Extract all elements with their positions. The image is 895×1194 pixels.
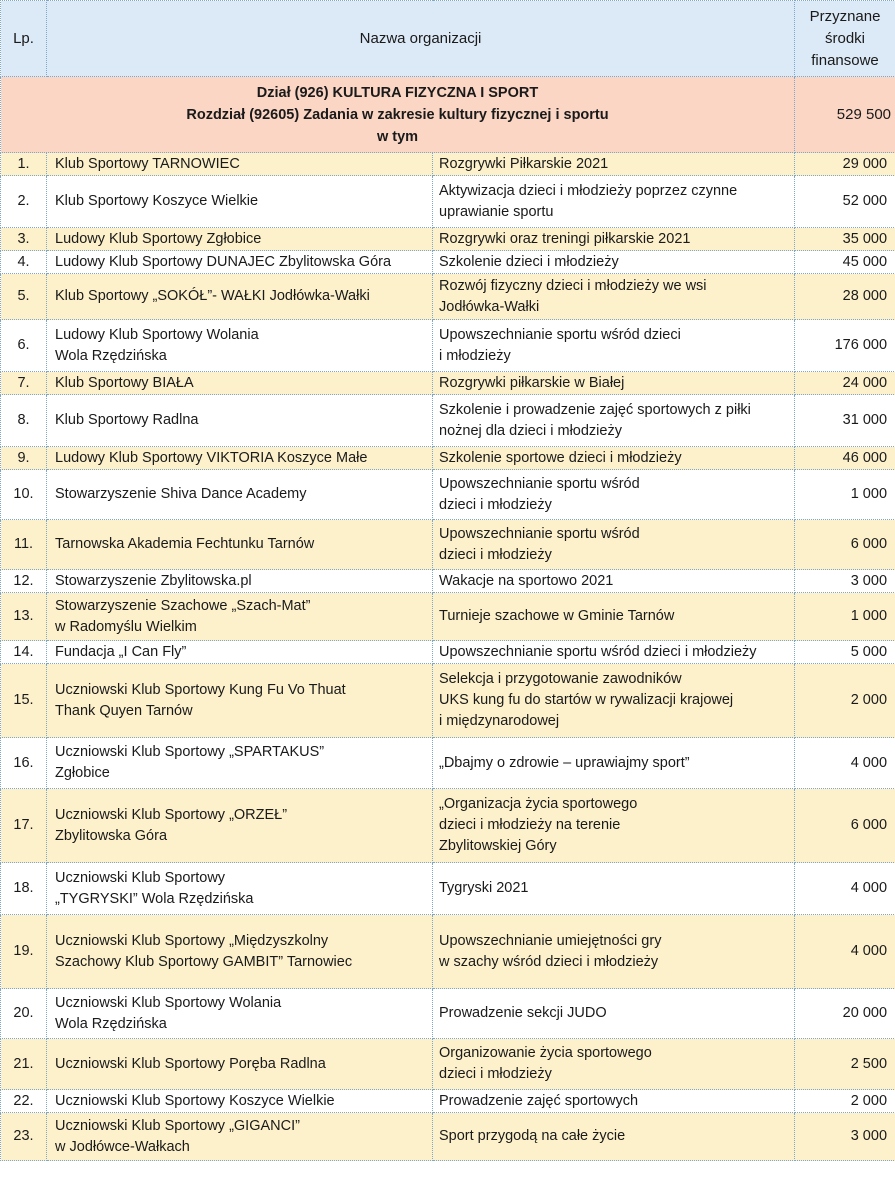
row-number: 13. — [1, 593, 47, 641]
amount: 24 000 — [795, 372, 895, 395]
table-row — [1, 520, 895, 570]
organization-name — [47, 320, 433, 372]
amount: 3 000 — [795, 570, 895, 593]
table-row — [1, 641, 895, 664]
table-row — [1, 153, 895, 176]
task-name — [433, 372, 795, 395]
task-name — [433, 520, 795, 570]
amount: 2 000 — [795, 1090, 895, 1113]
organization-name-line: Wola Rzędzińska — [55, 1015, 167, 1032]
organization-name — [47, 1039, 433, 1090]
row-number: 21. — [1, 1039, 47, 1090]
organization-name — [47, 863, 433, 915]
organization-name-line: Uczniowski Klub Sportowy „ORZEŁ” — [55, 806, 288, 823]
organization-name — [47, 570, 433, 593]
task-name — [433, 153, 795, 176]
task-name-line: Rozgrywki piłkarskie w Białej — [439, 374, 625, 391]
row-number: 8. — [1, 395, 47, 447]
header-amount-line: finansowe — [811, 51, 879, 69]
task-name — [433, 915, 795, 989]
task-name-line: dzieci i młodzieży — [439, 496, 552, 513]
row-number: 9. — [1, 447, 47, 470]
organization-name-line: Ludowy Klub Sportowy DUNAJEC Zbylitowska Góra — [55, 253, 392, 270]
organization-name-line: w Jodłówce-Wałkach — [55, 1138, 190, 1155]
organization-name — [47, 372, 433, 395]
row-number: 14. — [1, 641, 47, 664]
row-number: 15. — [1, 664, 47, 738]
task-name — [433, 570, 795, 593]
organization-name-line: Thank Quyen Tarnów — [55, 702, 193, 719]
table-row — [1, 1090, 895, 1113]
organization-name-line: Szachowy Klub Sportowy GAMBIT” Tarnowiec — [55, 953, 353, 970]
amount: 4 000 — [795, 863, 895, 915]
task-name — [433, 989, 795, 1039]
header-amount-line: środki — [825, 29, 866, 47]
organization-name-line: Uczniowski Klub Sportowy Kung Fu Vo Thuat — [55, 681, 346, 698]
amount: 31 000 — [795, 395, 895, 447]
organization-name-line: Ludowy Klub Sportowy VIKTORIA Koszyce Małe — [55, 449, 368, 466]
organization-name — [47, 664, 433, 738]
header-lp: Lp. — [1, 1, 47, 77]
table-row — [1, 176, 895, 228]
organization-name-line: Uczniowski Klub Sportowy — [55, 869, 226, 886]
table-row — [1, 989, 895, 1039]
task-name-line: i międzynarodowej — [439, 713, 560, 729]
task-name-line: Upowszechnianie sportu wśród — [439, 525, 640, 542]
task-name — [433, 593, 795, 641]
organization-name-line: Klub Sportowy Radlna — [55, 412, 199, 428]
organization-name-line: Stowarzyszenie Zbylitowska.pl — [55, 572, 252, 589]
row-number: 16. — [1, 738, 47, 789]
organization-name-line: Klub Sportowy Koszyce Wielkie — [55, 193, 259, 209]
organization-name — [47, 1113, 433, 1161]
task-name-line: Jodłówka-Wałki — [439, 298, 540, 315]
task-name-line: Tygryski 2021 — [439, 880, 529, 896]
amount: 6 000 — [795, 520, 895, 570]
row-number: 22. — [1, 1090, 47, 1113]
organization-name-line: Uczniowski Klub Sportowy „GIGANCI” — [55, 1117, 300, 1134]
organization-name — [47, 915, 433, 989]
task-name-line: Turnieje szachowe w Gminie Tarnów — [439, 608, 675, 624]
table-row — [1, 915, 895, 989]
organization-name-line: Uczniowski Klub Sportowy Wolania — [55, 994, 282, 1011]
organization-name-line: Stowarzyszenie Shiva Dance Academy — [55, 486, 307, 502]
table-row — [1, 274, 895, 320]
organization-name-line: Stowarzyszenie Szachowe „Szach-Mat” — [55, 597, 311, 614]
organization-name-line: w Radomyślu Wielkim — [55, 618, 197, 635]
table-row — [1, 1113, 895, 1161]
organization-name-line: Uczniowski Klub Sportowy Koszyce Wielkie — [55, 1092, 335, 1109]
task-name-line: dzieci i młodzieży — [439, 1066, 552, 1082]
organization-name-line: „TYGRYSKI” Wola Rzędzińska — [55, 890, 254, 907]
task-name — [433, 228, 795, 251]
table-row — [1, 863, 895, 915]
task-name-line: Szkolenie i prowadzenie zajęć sportowych z piłki — [439, 401, 751, 418]
organization-name-line: Klub Sportowy „SOKÓŁ”- WAŁKI Jodłówka-Wałki — [55, 288, 370, 304]
row-number: 20. — [1, 989, 47, 1039]
task-name-line: Upowszechnianie umiejętności gry — [439, 932, 662, 949]
task-name — [433, 641, 795, 664]
organization-name — [47, 176, 433, 228]
task-name — [433, 664, 795, 738]
task-name-line: Rozgrywki oraz treningi piłkarskie 2021 — [439, 230, 691, 247]
organization-name-line: Uczniowski Klub Sportowy Poręba Radlna — [55, 1055, 326, 1072]
organization-name — [47, 593, 433, 641]
task-name-line: Rozgrywki Piłkarskie 2021 — [439, 155, 609, 172]
amount: 35 000 — [795, 228, 895, 251]
organization-name-line: Zbylitowska Góra — [55, 827, 168, 844]
organization-name-line: Zgłobice — [55, 765, 110, 781]
row-number: 12. — [1, 570, 47, 593]
amount: 3 000 — [795, 1113, 895, 1161]
task-name-line: Upowszechnianie sportu wśród — [439, 475, 640, 492]
organization-name-line: Wola Rzędzińska — [55, 347, 167, 364]
task-name-line: UKS kung fu do startów w rywalizacji krajowej — [439, 692, 734, 708]
task-name-line: Szkolenie dzieci i młodzieży — [439, 253, 619, 270]
organization-name — [47, 1090, 433, 1113]
row-number: 2. — [1, 176, 47, 228]
amount: 4 000 — [795, 738, 895, 789]
task-name-line: Selekcja i przygotowanie zawodników — [439, 671, 682, 687]
task-name — [433, 863, 795, 915]
task-name-line: Organizowanie życia sportowego — [439, 1045, 652, 1061]
organization-name-line: Ludowy Klub Sportowy Zgłobice — [55, 230, 262, 247]
table-row — [1, 447, 895, 470]
table-row — [1, 395, 895, 447]
task-name-line: Aktywizacja dzieci i młodzieży poprzez czynne — [439, 182, 738, 199]
task-name — [433, 274, 795, 320]
amount: 1 000 — [795, 470, 895, 520]
organization-name — [47, 520, 433, 570]
task-name — [433, 320, 795, 372]
section-line: Rozdział (92605) Zadania w zakresie kultury fizycznej i sportu — [186, 106, 609, 123]
organization-name-line: Uczniowski Klub Sportowy „SPARTAKUS” — [55, 744, 325, 760]
row-number: 6. — [1, 320, 47, 372]
row-number: 19. — [1, 915, 47, 989]
task-name — [433, 1090, 795, 1113]
amount: 20 000 — [795, 989, 895, 1039]
amount: 176 000 — [795, 320, 895, 372]
task-name-line: „Dbajmy o zdrowie – uprawiajmy sport” — [439, 754, 690, 771]
task-name-line: i młodzieży — [439, 347, 511, 364]
row-number: 11. — [1, 520, 47, 570]
table-row — [1, 251, 895, 274]
task-name — [433, 1113, 795, 1161]
task-name — [433, 1039, 795, 1090]
task-name — [433, 176, 795, 228]
task-name-line: „Organizacja życia sportowego — [439, 796, 638, 812]
row-number: 4. — [1, 251, 47, 274]
organization-name — [47, 447, 433, 470]
organization-name — [47, 251, 433, 274]
organization-name — [47, 274, 433, 320]
table-row — [1, 664, 895, 738]
organization-name — [47, 989, 433, 1039]
row-number: 3. — [1, 228, 47, 251]
section-row — [1, 77, 895, 153]
header-amount — [795, 1, 895, 77]
organization-name-line: Ludowy Klub Sportowy Wolania — [55, 326, 259, 343]
header-row — [1, 1, 895, 77]
table-row — [1, 470, 895, 520]
task-name-line: Prowadzenie sekcji JUDO — [439, 1005, 607, 1021]
task-name-line: Upowszechnianie sportu wśród dzieci — [439, 326, 681, 343]
section-line: Dział (926) KULTURA FIZYCZNA I SPORT — [256, 84, 539, 101]
row-number: 5. — [1, 274, 47, 320]
header-organization-name: Nazwa organizacji — [47, 1, 795, 77]
amount: 45 000 — [795, 251, 895, 274]
task-name-line: nożnej dla dzieci i młodzieży — [439, 422, 622, 439]
task-name-line: Prowadzenie zajęć sportowych — [439, 1092, 639, 1109]
amount: 52 000 — [795, 176, 895, 228]
task-name-line: Szkolenie sportowe dzieci i młodzieży — [439, 449, 682, 466]
task-name — [433, 789, 795, 863]
task-name-line: w szachy wśród dzieci i młodzieży — [439, 953, 659, 970]
task-name-line: Upowszechnianie sportu wśród dzieci i młodzieży — [439, 643, 757, 660]
table-row — [1, 228, 895, 251]
task-name — [433, 447, 795, 470]
amount: 6 000 — [795, 789, 895, 863]
table-row — [1, 320, 895, 372]
task-name-line: Sport przygodą na całe życie — [439, 1128, 626, 1144]
table-row — [1, 593, 895, 641]
amount: 1 000 — [795, 593, 895, 641]
row-number: 18. — [1, 863, 47, 915]
task-name-line: dzieci i młodzieży na terenie — [439, 817, 621, 833]
task-name-line: Zbylitowskiej Góry — [439, 838, 557, 854]
table-row — [1, 1039, 895, 1090]
organization-name — [47, 228, 433, 251]
row-number: 17. — [1, 789, 47, 863]
organization-name-line: Klub Sportowy BIAŁA — [55, 374, 194, 391]
amount: 2 000 — [795, 664, 895, 738]
section-line: w tym — [376, 128, 419, 145]
task-name-line: Wakacje na sportowo 2021 — [439, 572, 614, 589]
organization-name — [47, 789, 433, 863]
task-name — [433, 738, 795, 789]
amount: 29 000 — [795, 153, 895, 176]
organization-name-line: Uczniowski Klub Sportowy „Międzyszkolny — [55, 932, 329, 949]
amount: 4 000 — [795, 915, 895, 989]
section-total: 529 500 — [795, 77, 895, 153]
header-amount-line: Przyznane — [809, 7, 881, 25]
amount: 46 000 — [795, 447, 895, 470]
task-name-line: Rozwój fizyczny dzieci i młodzieży we wsi — [439, 277, 707, 294]
table-row — [1, 372, 895, 395]
organization-name-line: Fundacja „I Can Fly” — [55, 643, 187, 660]
row-number: 7. — [1, 372, 47, 395]
row-number: 10. — [1, 470, 47, 520]
task-name — [433, 251, 795, 274]
section-label — [1, 77, 795, 153]
task-name — [433, 470, 795, 520]
table-row — [1, 738, 895, 789]
amount: 28 000 — [795, 274, 895, 320]
row-number: 23. — [1, 1113, 47, 1161]
task-name-line: dzieci i młodzieży — [439, 546, 552, 563]
organization-name — [47, 641, 433, 664]
task-name — [433, 395, 795, 447]
table-row — [1, 789, 895, 863]
organization-name-line: Klub Sportowy TARNOWIEC — [55, 155, 240, 172]
table-row — [1, 570, 895, 593]
amount: 5 000 — [795, 641, 895, 664]
organization-name — [47, 738, 433, 789]
organization-name — [47, 153, 433, 176]
organization-name — [47, 470, 433, 520]
row-number: 1. — [1, 153, 47, 176]
organization-name-line: Tarnowska Akademia Fechtunku Tarnów — [55, 536, 315, 552]
organization-name — [47, 395, 433, 447]
task-name-line: uprawianie sportu — [439, 203, 554, 220]
amount: 2 500 — [795, 1039, 895, 1090]
